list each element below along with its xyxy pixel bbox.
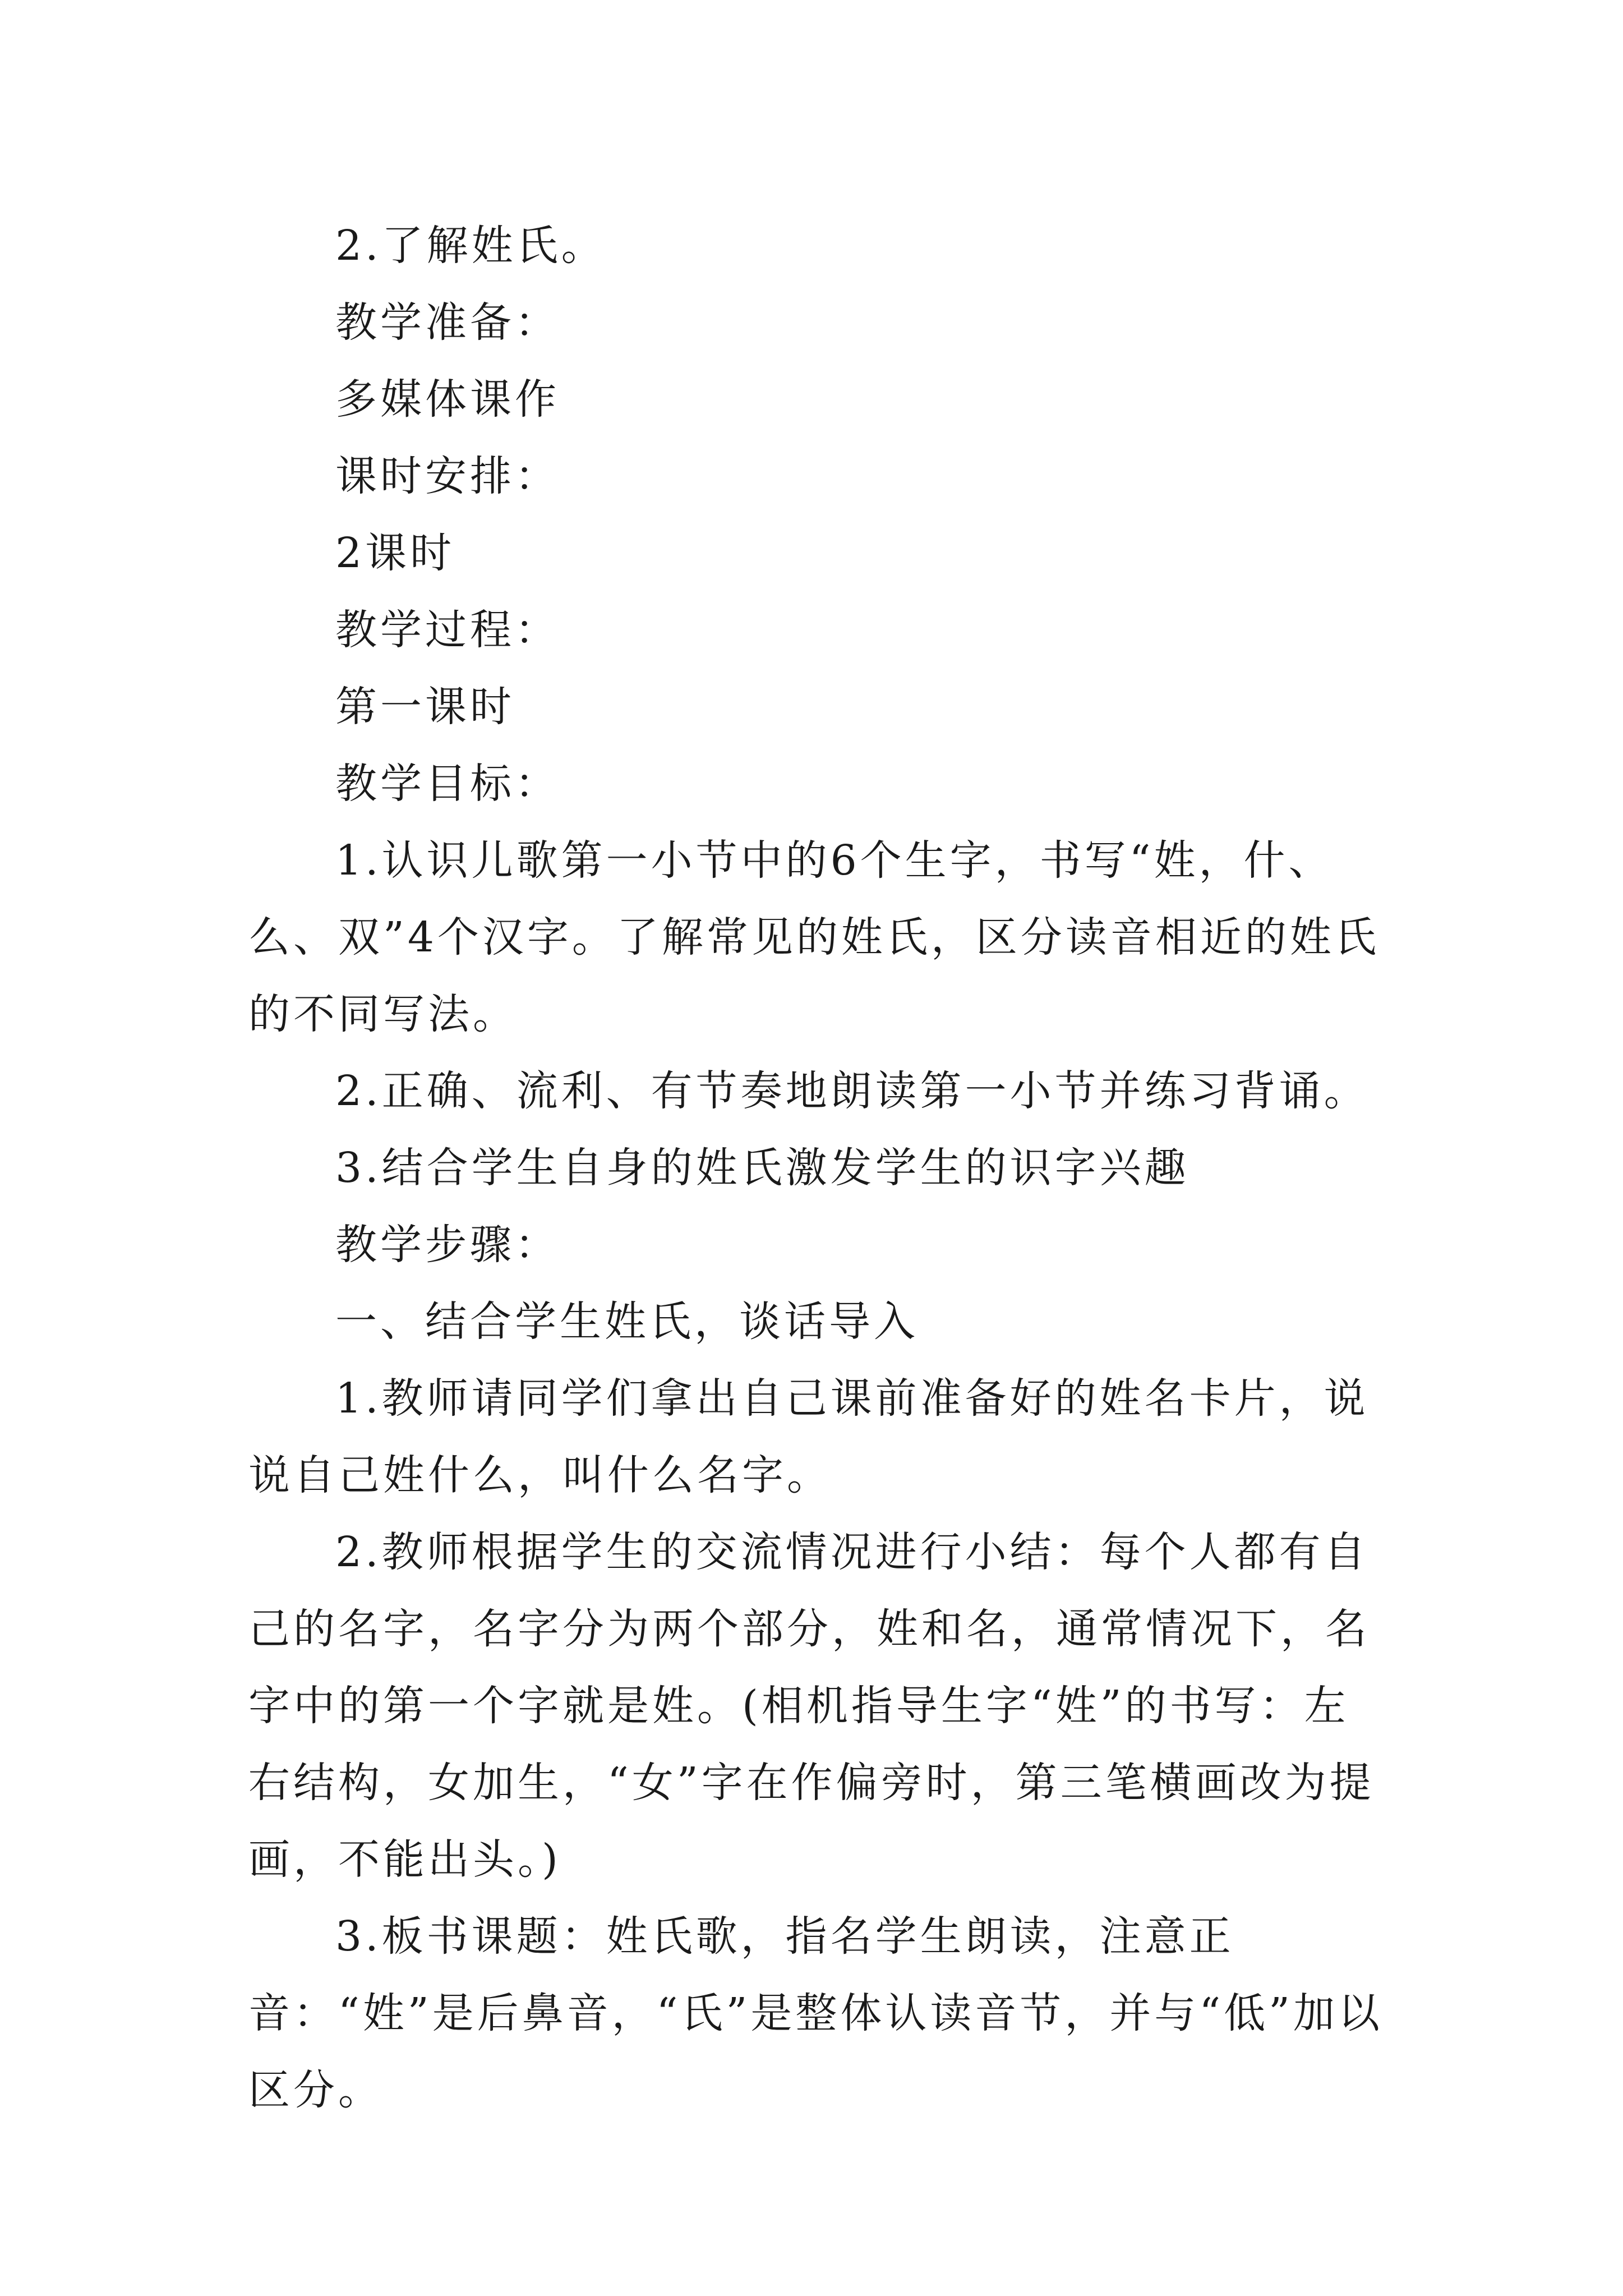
heading-first-lesson: 第一课时 (335, 683, 515, 731)
document-body (248, 208, 1393, 2129)
paragraph-lesson-objective-1: 1.认识儿歌第一小节中的6个生字，书写“姓，什、么、双”4个汉字。了解常见的姓氏，区分读音相近的姓氏的不同写法。 (248, 836, 1380, 1038)
paragraph-step-2: 2.教师根据学生的交流情况进行小结：每个人都有自己的名字，名字分为两个部分，姓和名，通常情况下，名字中的第一个字就是姓。(相机指导生字“姓”的书写：左右结构，女加生，“女”字在作偏旁时，第三笔横画改为提画，不能出头。) (248, 1528, 1375, 1884)
paragraph-preparation-content: 多媒体课作 (335, 375, 560, 424)
heading-teaching-process: 教学过程： (335, 606, 560, 654)
paragraph-schedule-content: 2课时 (335, 529, 455, 577)
heading-teaching-objectives: 教学目标： (335, 760, 560, 808)
paragraph-objective-2: 2.了解姓氏。 (335, 222, 606, 270)
heading-teaching-preparation: 教学准备： (335, 298, 560, 347)
paragraph-lesson-objective-3: 3.结合学生自身的姓氏激发学生的识字兴趣 (335, 1144, 1189, 1192)
heading-teaching-steps: 教学步骤： (335, 1221, 560, 1269)
heading-step-one: 一、结合学生姓氏，谈话导入 (335, 1297, 919, 1346)
heading-class-schedule: 课时安排： (335, 452, 560, 500)
paragraph-step-1: 1.教师请同学们拿出自己课前准备好的姓名卡片，说说自己姓什么，叫什么名字。 (248, 1374, 1369, 1499)
paragraph-step-3: 3.板书课题：姓氏歌，指名学生朗读，注意正音：“姓”是后鼻音，“氏”是整体认读音节，并与“低”加以区分。 (248, 1912, 1383, 2114)
paragraph-lesson-objective-2: 2.正确、流利、有节奏地朗读第一小节并练习背诵。 (335, 1067, 1369, 1115)
